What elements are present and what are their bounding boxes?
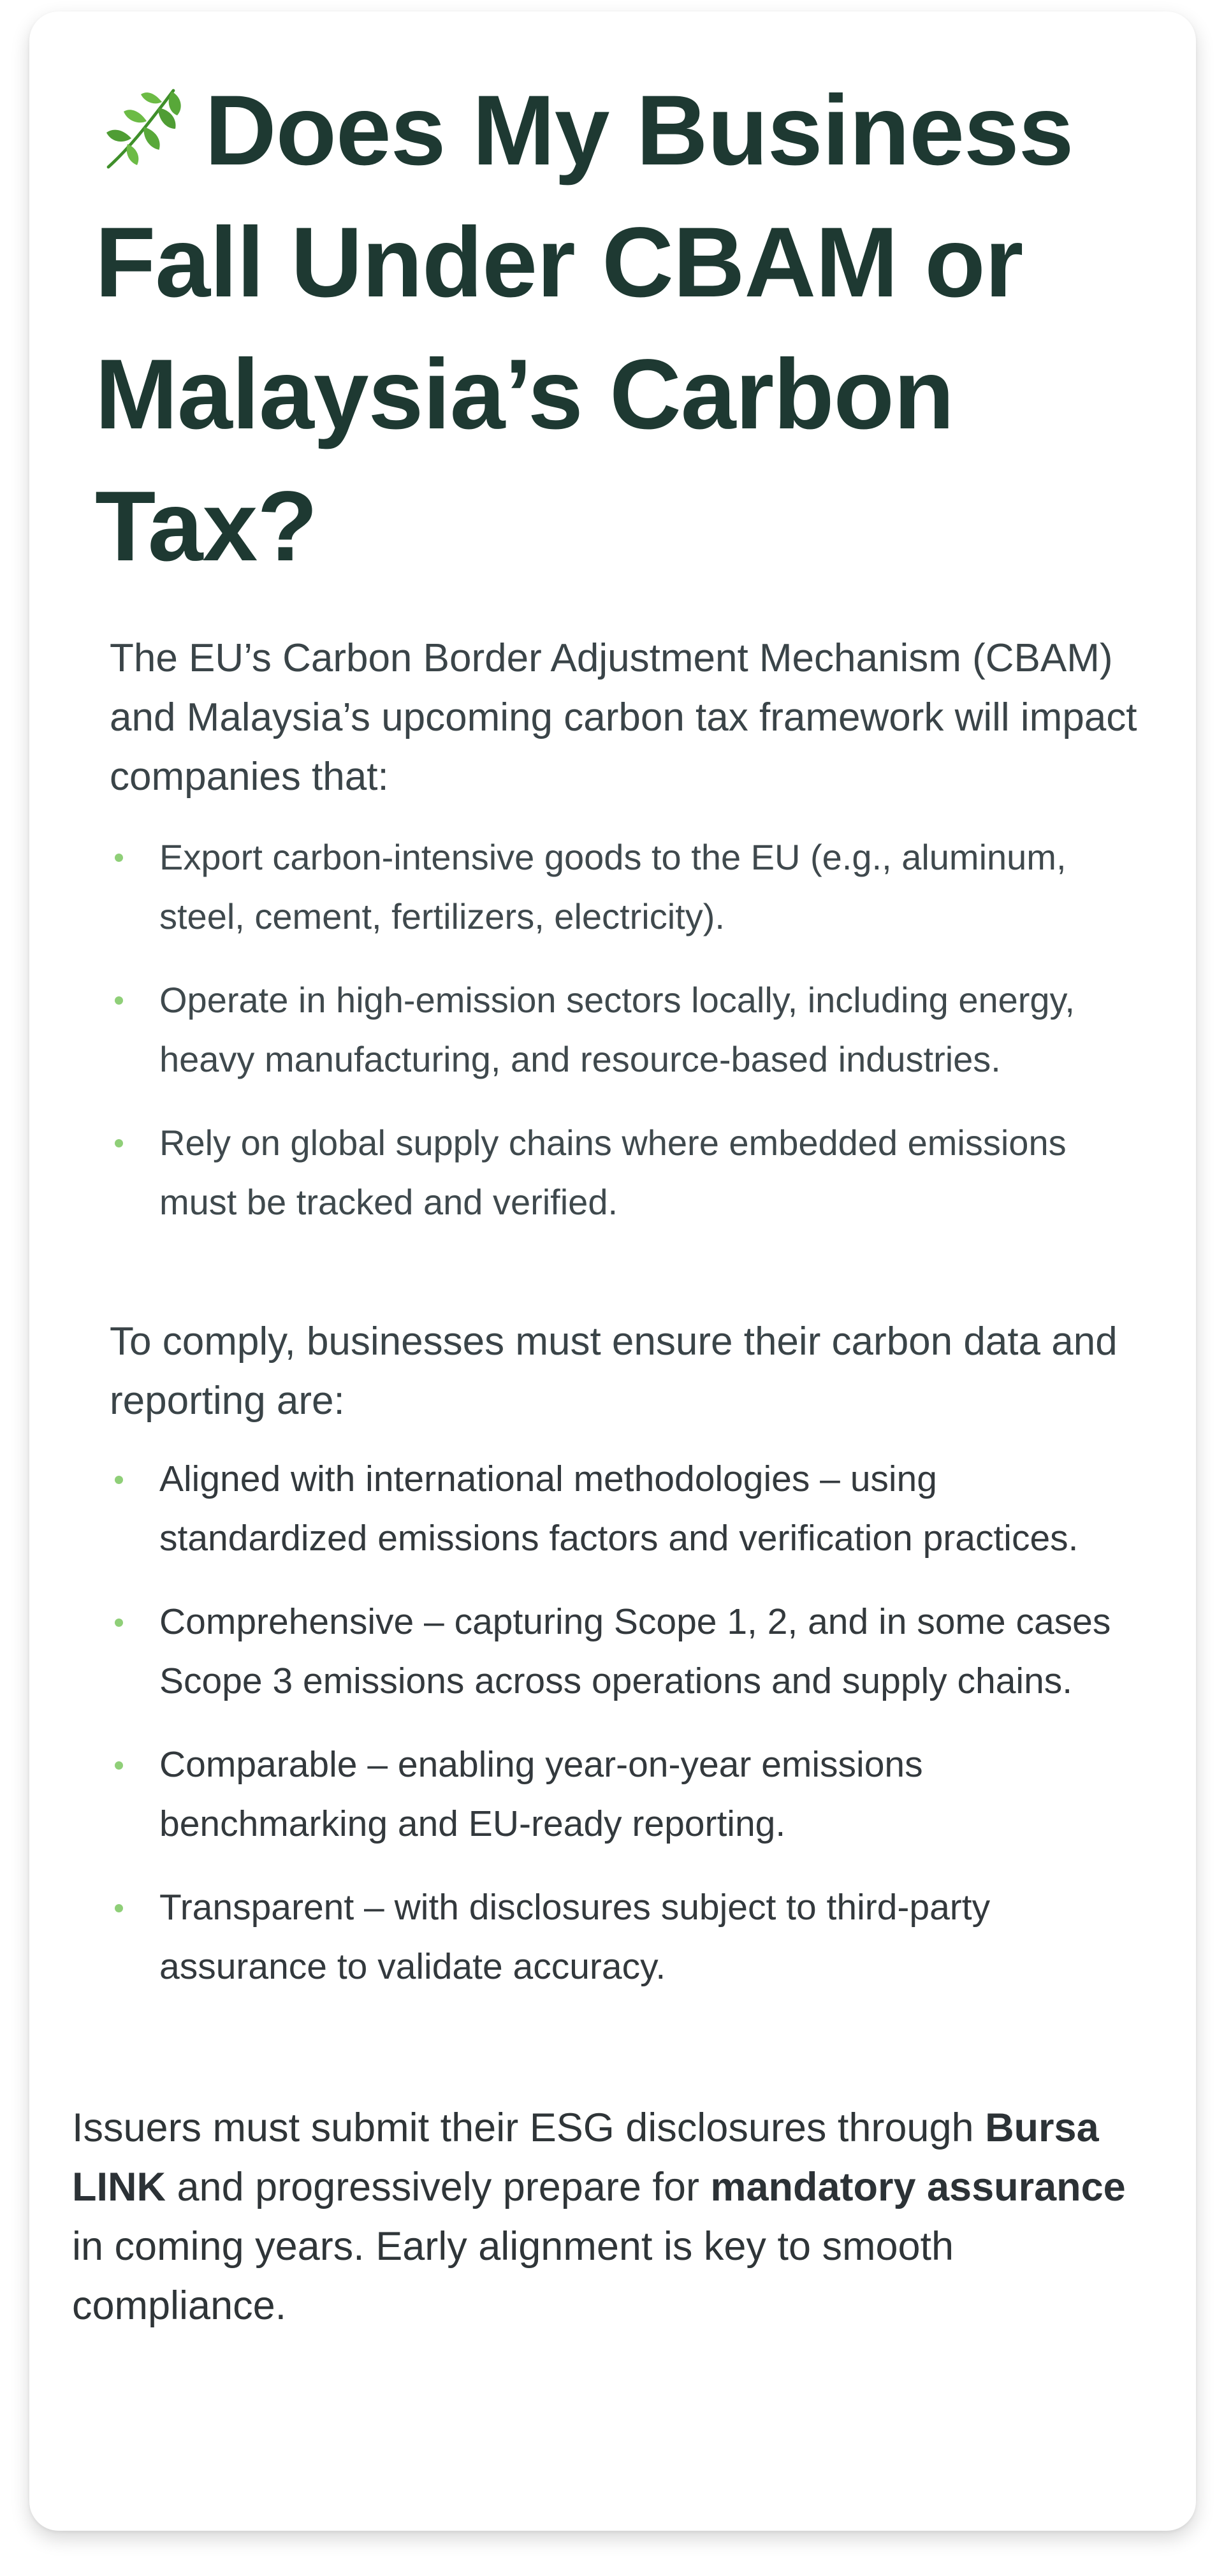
bullet-dot-icon <box>115 1619 123 1627</box>
bursa-link-term: Bursa LINK <box>72 2106 1099 2209</box>
intro-paragraph-impact: The EU’s Carbon Border Adjustment Mechanism (CBAM) and Malaysia’s upcoming carbon tax framework will impact companies that: <box>110 636 1137 799</box>
bullet-dot-icon <box>115 854 123 862</box>
page-title-text: Does My Business Fall Under CBAM or Malaysia’s Carbon Tax? <box>95 75 1074 582</box>
leaf-herb-icon <box>95 79 191 175</box>
bullet-dot-icon <box>115 1139 123 1147</box>
compliance-list <box>29 1450 1196 2021</box>
mandatory-assurance-term: mandatory assurance <box>710 2165 1126 2209</box>
page-title <box>95 65 1128 593</box>
list-item-text: Aligned with international methodologies – using standardized emissions factors and verification practices. <box>159 1459 1079 1559</box>
closing-text-1: Issuers must submit their ESG disclosures through <box>72 2106 986 2150</box>
closing-text-2: and progressively prepare for <box>165 2165 711 2209</box>
list-item <box>29 970 1196 1089</box>
impact-list <box>29 827 1196 1256</box>
content-card <box>29 11 1196 2531</box>
bullet-dot-icon <box>115 996 123 1005</box>
bullet-dot-icon <box>115 1476 123 1484</box>
list-item-text: Comprehensive – capturing Scope 1, 2, and in some cases Scope 3 emissions across operations and supply chains. <box>159 1601 1111 1701</box>
list-item-text: Transparent – with disclosures subject to third-party assurance to validate accuracy. <box>159 1887 991 1987</box>
list-item <box>29 1735 1196 1854</box>
closing-text-3: in coming years. Early alignment is key to smooth compliance. <box>72 2224 954 2328</box>
list-item <box>29 1113 1196 1232</box>
list-item <box>29 1450 1196 1568</box>
list-item-text: Export carbon-intensive goods to the EU (e.g., aluminum, steel, cement, fertilizers, electricity). <box>159 837 1067 936</box>
list-item-text: Operate in high-emission sectors locally, including energy, heavy manufacturing, and resource-based industries. <box>159 980 1075 1079</box>
list-item-text: Comparable – enabling year-on-year emissions benchmarking and EU-ready reporting. <box>159 1744 923 1844</box>
closing-paragraph <box>72 2099 1143 2336</box>
bullet-dot-icon <box>115 1761 123 1770</box>
list-item <box>29 1878 1196 1997</box>
intro-paragraph-compliance: To comply, businesses must ensure their carbon data and reporting are: <box>110 1320 1118 1423</box>
list-item-text: Rely on global supply chains where embedded emissions must be tracked and verified. <box>159 1123 1067 1222</box>
list-item <box>29 827 1196 946</box>
bullet-dot-icon <box>115 1904 123 1912</box>
list-item <box>29 1592 1196 1711</box>
